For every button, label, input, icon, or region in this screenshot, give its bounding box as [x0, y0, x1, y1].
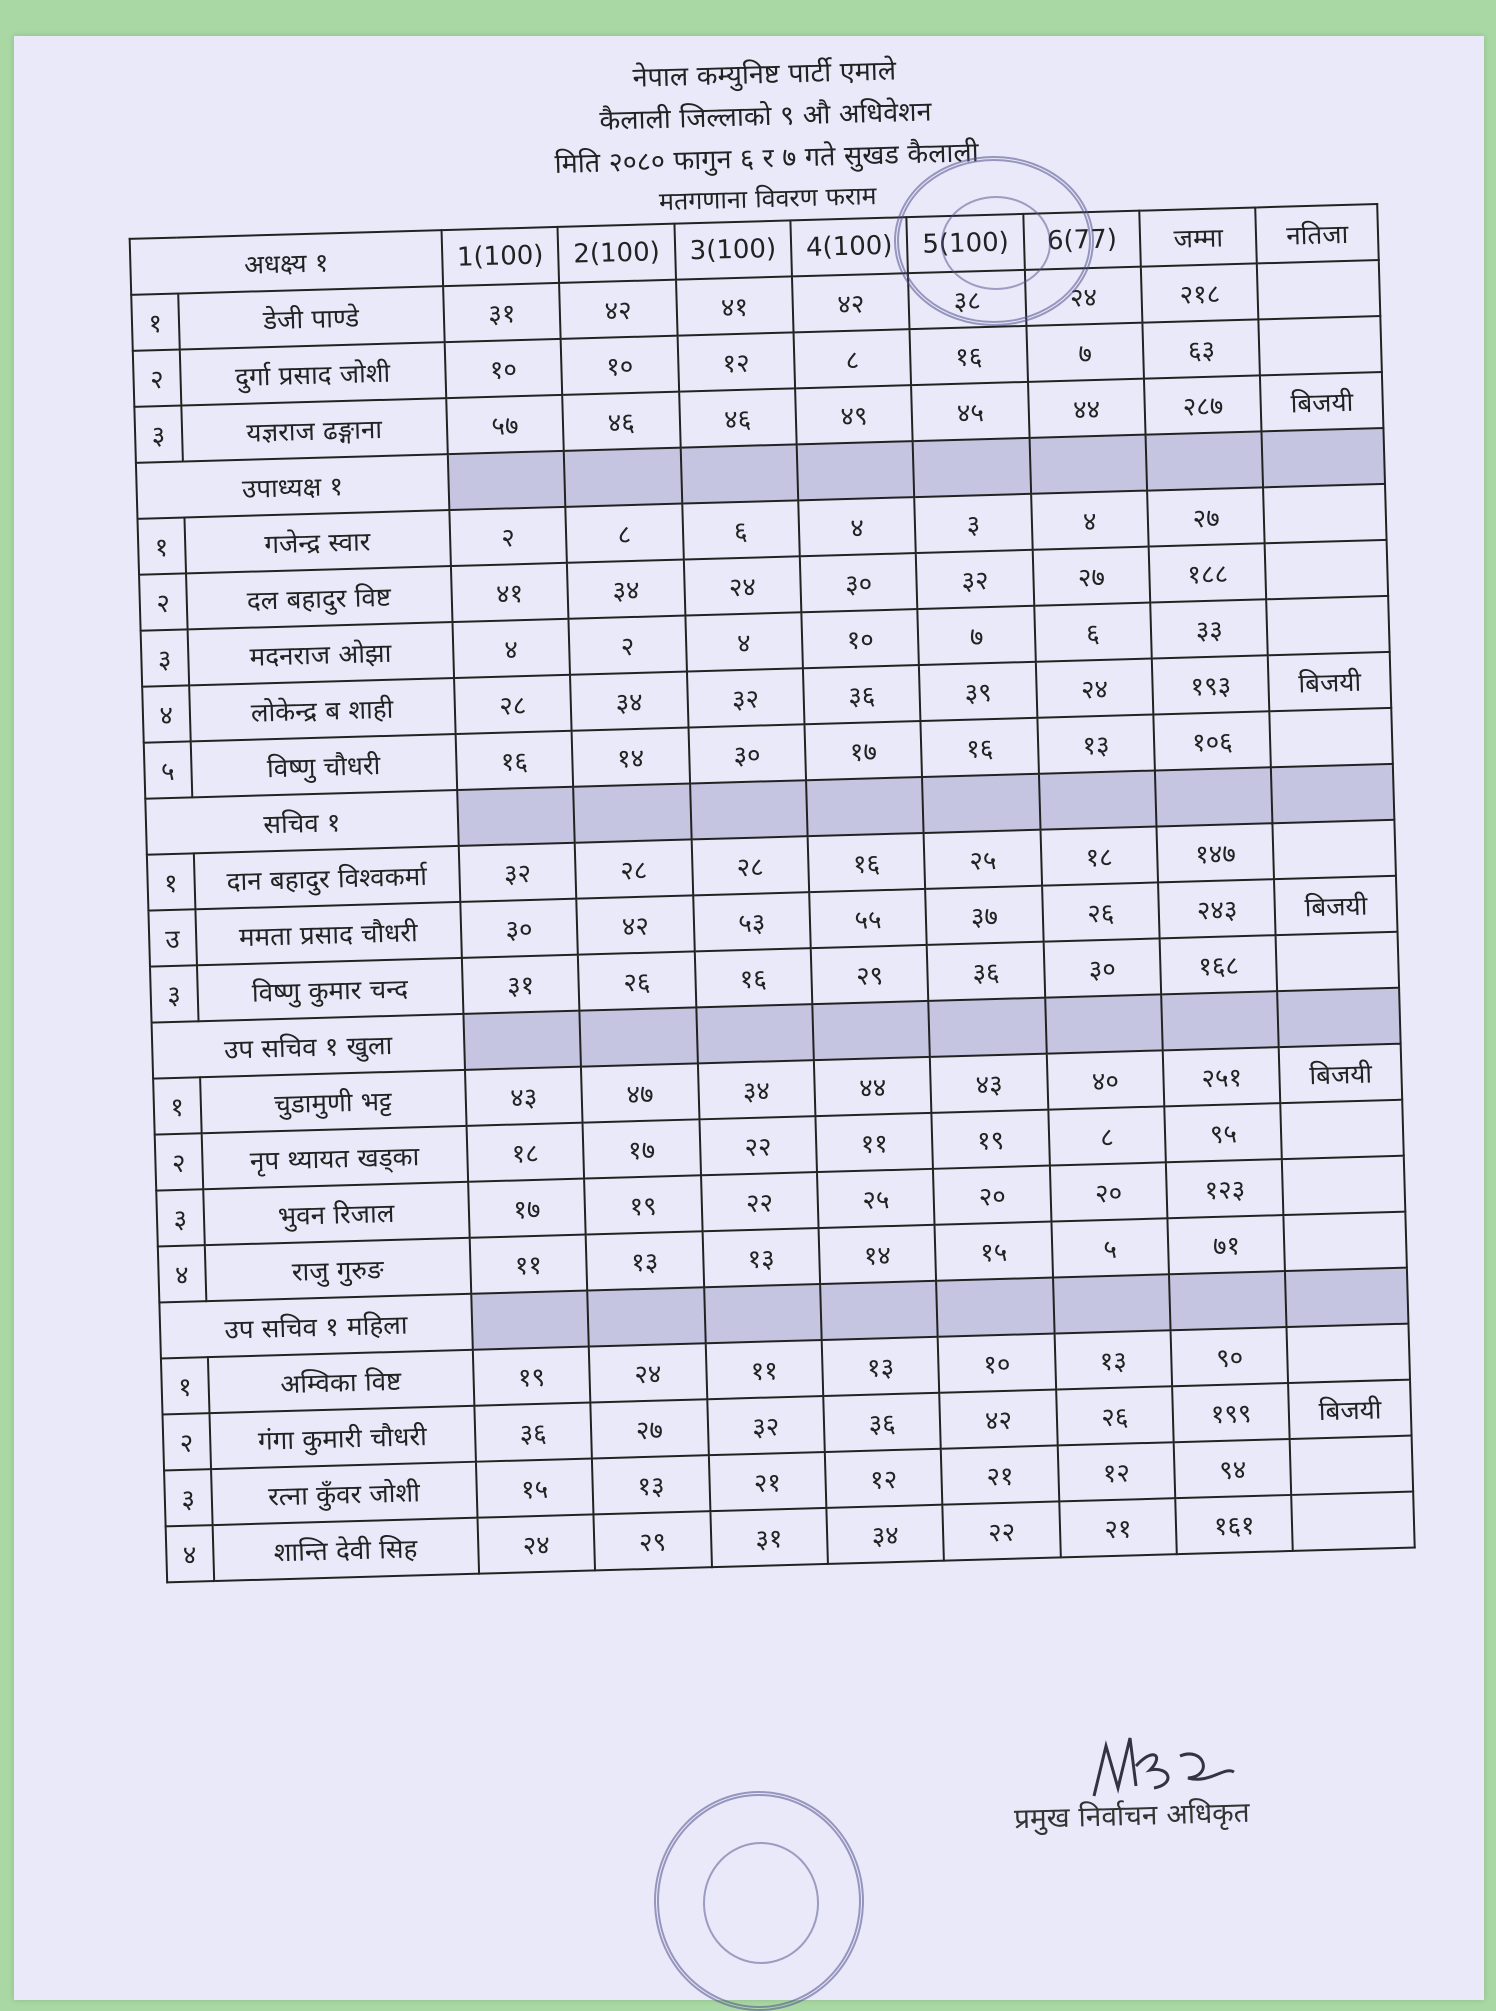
- form-heading: [84, 35, 1448, 235]
- vote-count: २८: [691, 836, 809, 895]
- candidate-name: रत्ना कुँवर जोशी: [211, 1462, 478, 1525]
- shaded-cell: [471, 1291, 589, 1350]
- candidate-name: विष्णु चौधरी: [190, 734, 457, 797]
- vote-total: ७१: [1167, 1215, 1285, 1274]
- vote-total: २५१: [1163, 1047, 1281, 1106]
- serial-number: १: [153, 1077, 201, 1134]
- vote-count: ४: [798, 497, 916, 556]
- result: [1257, 260, 1380, 319]
- shaded-cell: [1262, 428, 1385, 487]
- vote-count: ४४: [814, 1057, 932, 1116]
- vote-count: १२: [825, 1449, 943, 1508]
- vote-count: २७: [590, 1399, 708, 1458]
- vote-count: ३९: [919, 662, 1037, 721]
- vote-count: १७: [468, 1179, 586, 1238]
- vote-total: १२३: [1166, 1159, 1284, 1218]
- candidate-name: चुडामुणी भट्ट: [200, 1070, 467, 1133]
- vote-total: २८७: [1144, 375, 1262, 434]
- shaded-cell: [704, 1284, 822, 1343]
- result: [1290, 1436, 1413, 1495]
- serial-number: २: [155, 1133, 203, 1190]
- vote-count: २९: [594, 1511, 712, 1570]
- vote-count: २१: [708, 1452, 826, 1511]
- result: [1267, 596, 1390, 655]
- serial-number: १: [131, 294, 179, 351]
- shaded-cell: [820, 1281, 938, 1340]
- vote-count: १६: [808, 833, 926, 892]
- serial-number: ३: [164, 1469, 212, 1526]
- vote-count: ३४: [567, 560, 685, 619]
- vote-count: ४१: [676, 276, 794, 335]
- shaded-cell: [1053, 1274, 1171, 1333]
- vote-count: २: [569, 616, 687, 675]
- column-header: 5(100): [907, 214, 1025, 273]
- shaded-cell: [573, 783, 691, 842]
- vote-count: ७: [918, 606, 1036, 665]
- vote-count: ४३: [465, 1067, 583, 1126]
- candidate-name: ममता प्रसाद चौधरी: [195, 902, 462, 965]
- vote-count: २०: [933, 1166, 1051, 1225]
- vote-count: ११: [469, 1235, 587, 1294]
- vote-count: १५: [935, 1222, 1053, 1281]
- result: [1281, 1100, 1404, 1159]
- column-header: जम्मा: [1139, 207, 1257, 266]
- candidate-name: अम्विका विष्ट: [207, 1350, 474, 1413]
- result: [1276, 932, 1399, 991]
- vote-count: ४१: [451, 563, 569, 622]
- shaded-cell: [580, 1007, 698, 1066]
- vote-count: ३८: [908, 270, 1026, 329]
- vote-count: ३६: [927, 942, 1045, 1001]
- vote-count: २४: [683, 556, 801, 615]
- vote-total: १९३: [1152, 655, 1270, 714]
- result: बिजयी: [1260, 372, 1383, 431]
- vote-count: २६: [578, 951, 696, 1010]
- vote-count: १०: [444, 339, 562, 398]
- vote-count: ४६: [562, 392, 680, 451]
- column-header: 4(100): [790, 217, 908, 276]
- candidate-name: गंगा कुमारी चौधरी: [209, 1406, 476, 1469]
- vote-count: ८: [565, 504, 683, 563]
- vote-count: २४: [1036, 659, 1154, 718]
- section-title: अधक्ष्य १: [130, 230, 443, 295]
- vote-count: ६: [682, 500, 800, 559]
- result: [1265, 540, 1388, 599]
- vote-count: ३१: [710, 1508, 828, 1567]
- vote-count: २७: [1032, 547, 1150, 606]
- shaded-cell: [1285, 1268, 1408, 1327]
- vote-count: ४९: [795, 385, 913, 444]
- vote-count: १८: [1040, 826, 1158, 885]
- vote-count: १०: [801, 609, 919, 668]
- vote-count: ४२: [559, 280, 677, 339]
- serial-number: ४: [166, 1525, 214, 1582]
- vote-count: ४०: [1046, 1050, 1164, 1109]
- serial-number: ४: [142, 685, 190, 742]
- vote-count: ८: [793, 329, 911, 388]
- shaded-cell: [463, 1011, 581, 1070]
- candidate-name: विष्णु कुमार चन्द: [197, 958, 464, 1021]
- column-header: 6(77): [1023, 211, 1141, 270]
- vote-table: [129, 203, 1416, 1583]
- serial-number: १: [147, 853, 195, 910]
- shaded-cell: [1169, 1271, 1287, 1330]
- result: [1292, 1492, 1415, 1551]
- vote-count: १६: [694, 948, 812, 1007]
- vote-total: १४७: [1157, 823, 1275, 882]
- vote-count: ११: [815, 1113, 933, 1172]
- result: [1287, 1324, 1410, 1383]
- column-header: नतिजा: [1256, 204, 1379, 263]
- serial-number: २: [133, 350, 181, 407]
- vote-count: २१: [1059, 1498, 1177, 1557]
- vote-total: ३३: [1150, 599, 1268, 658]
- candidate-name: दल बहादुर विष्ट: [186, 566, 453, 629]
- result: [1284, 1212, 1407, 1271]
- official-seal-bottom: [654, 1791, 864, 2011]
- vote-count: २४: [589, 1343, 707, 1402]
- vote-count: २४: [1025, 267, 1143, 326]
- serial-number: ५: [144, 741, 192, 798]
- serial-number: १: [137, 517, 185, 574]
- vote-count: ३४: [826, 1505, 944, 1564]
- result: बिजयी: [1274, 876, 1397, 935]
- vote-count: १६: [910, 326, 1028, 385]
- vote-total: १९९: [1172, 1383, 1290, 1442]
- vote-total: १०६: [1153, 711, 1271, 770]
- vote-count: ३६: [803, 665, 921, 724]
- vote-count: ११: [705, 1340, 823, 1399]
- vote-count: ५५: [809, 889, 927, 948]
- official-seal-top: [894, 156, 1094, 326]
- result: [1264, 484, 1387, 543]
- vote-count: ३६: [823, 1393, 941, 1452]
- shaded-cell: [797, 441, 915, 500]
- shaded-cell: [1161, 991, 1279, 1050]
- vote-count: १०: [938, 1334, 1056, 1393]
- vote-total: १६१: [1175, 1495, 1293, 1554]
- section-title: उप सचिव १ खुला: [152, 1014, 465, 1079]
- vote-count: २६: [1056, 1386, 1174, 1445]
- shaded-cell: [936, 1278, 1054, 1337]
- section-title: उपाध्यक्ष १: [136, 454, 449, 519]
- candidate-name: भुवन रिजाल: [203, 1182, 470, 1245]
- vote-count: १३: [586, 1231, 704, 1290]
- shaded-cell: [1045, 994, 1163, 1053]
- chief-election-officer-label: प्रमुख निर्वाचन अधिकृत: [1013, 1795, 1251, 1836]
- vote-count: ४२: [576, 895, 694, 954]
- vote-count: १३: [702, 1228, 820, 1287]
- serial-number: ४: [158, 1245, 206, 1302]
- serial-number: २: [139, 573, 187, 630]
- vote-count: २६: [1042, 882, 1160, 941]
- vote-count: १०: [561, 336, 679, 395]
- vote-count: १४: [572, 728, 690, 787]
- shaded-cell: [929, 998, 1047, 1057]
- vote-count: १४: [818, 1225, 936, 1284]
- shaded-cell: [806, 777, 924, 836]
- serial-number: उ: [148, 909, 196, 966]
- result: बिजयी: [1268, 652, 1391, 711]
- vote-count: ३: [914, 494, 1032, 553]
- shaded-cell: [457, 787, 575, 846]
- section-title: उप सचिव १ महिला: [159, 1294, 472, 1359]
- vote-count: २९: [811, 945, 929, 1004]
- shaded-cell: [1271, 764, 1394, 823]
- shaded-cell: [690, 780, 808, 839]
- shaded-cell: [587, 1287, 705, 1346]
- result: [1270, 708, 1393, 767]
- vote-count: ३१: [443, 283, 561, 342]
- vote-total: १६८: [1160, 935, 1278, 994]
- shaded-cell: [922, 774, 1040, 833]
- vote-total: ९४: [1174, 1439, 1292, 1498]
- vote-count: ६: [1034, 603, 1152, 662]
- vote-count: ५७: [446, 395, 564, 454]
- vote-count-form: [124, 35, 1486, 1583]
- shaded-cell: [448, 451, 566, 510]
- result: [1273, 820, 1396, 879]
- shaded-cell: [812, 1001, 930, 1060]
- vote-count: १३: [592, 1455, 710, 1514]
- party-name: नेपाल कम्युनिष्ट पार्टी एमाले: [632, 55, 897, 94]
- vote-total: २४३: [1158, 879, 1276, 938]
- vote-count: ४: [1031, 491, 1149, 550]
- vote-count: ४७: [581, 1063, 699, 1122]
- vote-count: १६: [455, 731, 573, 790]
- serial-number: ३: [156, 1189, 204, 1246]
- shaded-cell: [1029, 435, 1147, 494]
- candidate-name: शान्ति देवी सिह: [212, 1518, 479, 1581]
- vote-count: ३४: [697, 1060, 815, 1119]
- vote-count: ३०: [460, 899, 578, 958]
- convention-title: कैलाली जिल्लाको ९ औ अधिवेशन: [599, 96, 932, 137]
- column-header: 2(100): [558, 224, 676, 283]
- candidate-name: गजेन्द्र स्वार: [184, 510, 451, 573]
- vote-count: १७: [583, 1119, 701, 1178]
- vote-count: ४: [452, 619, 570, 678]
- vote-total: ६३: [1142, 319, 1260, 378]
- serial-number: ३: [141, 629, 189, 686]
- candidate-name: नृप थ्यायत खड्का: [201, 1126, 468, 1189]
- vote-count: १५: [476, 1458, 594, 1517]
- vote-count: ४४: [1028, 379, 1146, 438]
- vote-count: १९: [584, 1175, 702, 1234]
- result: बिजयी: [1279, 1044, 1402, 1103]
- vote-count: २८: [454, 675, 572, 734]
- vote-count: २२: [701, 1172, 819, 1231]
- form-title: मतगणाना विवरण फराम: [658, 181, 877, 217]
- vote-count: ४२: [792, 273, 910, 332]
- vote-count: १८: [466, 1123, 584, 1182]
- shaded-cell: [564, 448, 682, 507]
- vote-count: २: [449, 507, 567, 566]
- vote-count: ८: [1048, 1106, 1166, 1165]
- vote-total: २७: [1147, 487, 1265, 546]
- candidate-name: राजु गुरुङ: [204, 1238, 471, 1301]
- candidate-name: मदनराज ओझा: [187, 622, 454, 685]
- vote-count: ४२: [939, 1389, 1057, 1448]
- shaded-cell: [1146, 431, 1264, 490]
- shaded-cell: [913, 438, 1031, 497]
- candidate-name: डेजी पाण्डे: [178, 286, 445, 349]
- shaded-cell: [696, 1004, 814, 1063]
- result: बिजयी: [1289, 1380, 1412, 1439]
- vote-count: १२: [1057, 1442, 1175, 1501]
- result: [1259, 316, 1382, 375]
- candidate-name: यज्ञराज ढङ्गाना: [181, 398, 448, 461]
- column-header: 1(100): [441, 227, 559, 286]
- vote-count: १९: [932, 1110, 1050, 1169]
- shaded-cell: [1155, 767, 1273, 826]
- vote-total: ९०: [1171, 1327, 1289, 1386]
- vote-count: ३१: [462, 955, 580, 1014]
- vote-count: १३: [1037, 715, 1155, 774]
- vote-table-body: [130, 204, 1415, 1582]
- shaded-cell: [680, 444, 798, 503]
- vote-count: ४३: [930, 1054, 1048, 1113]
- candidate-name: दान बहादुर विश्वकर्मा: [193, 846, 460, 909]
- vote-count: २८: [575, 839, 693, 898]
- vote-count: १९: [473, 1347, 591, 1406]
- vote-count: २१: [941, 1445, 1059, 1504]
- candidate-name: दुर्गा प्रसाद जोशी: [179, 342, 446, 405]
- candidate-name: लोकेन्द्र ब शाही: [189, 678, 456, 741]
- vote-count: ४६: [679, 388, 797, 447]
- column-header: 3(100): [674, 220, 792, 279]
- vote-count: ३०: [800, 553, 918, 612]
- serial-number: ३: [150, 965, 198, 1022]
- vote-total: २१८: [1141, 263, 1259, 322]
- paper-sheet: [14, 36, 1484, 2000]
- vote-count: ३२: [916, 550, 1034, 609]
- vote-total: १८८: [1149, 543, 1267, 602]
- serial-number: २: [162, 1413, 210, 1470]
- vote-count: १३: [822, 1337, 940, 1396]
- vote-count: १७: [804, 721, 922, 780]
- shaded-cell: [1278, 988, 1401, 1047]
- vote-count: २०: [1050, 1162, 1168, 1221]
- vote-count: ५: [1051, 1218, 1169, 1277]
- vote-count: ३२: [686, 668, 804, 727]
- vote-count: ३७: [925, 886, 1043, 945]
- vote-count: ३२: [458, 843, 576, 902]
- vote-count: २५: [817, 1169, 935, 1228]
- section-title: सचिव १: [145, 790, 458, 855]
- vote-count: ४: [685, 612, 803, 671]
- result: [1282, 1156, 1405, 1215]
- vote-count: ७: [1026, 323, 1144, 382]
- vote-count: १३: [1054, 1330, 1172, 1389]
- vote-total: ९५: [1164, 1103, 1282, 1162]
- vote-count: २५: [924, 830, 1042, 889]
- date-location: मिति २०८० फागुन ६ र ७ गते सुखड कैलाली: [554, 137, 980, 181]
- vote-count: २२: [699, 1116, 817, 1175]
- vote-count: ३४: [570, 672, 688, 731]
- vote-count: ३०: [688, 724, 806, 783]
- vote-count: १२: [677, 332, 795, 391]
- vote-count: ३०: [1043, 938, 1161, 997]
- shaded-cell: [1039, 770, 1157, 829]
- vote-count: २२: [943, 1501, 1061, 1560]
- vote-count: २४: [477, 1514, 595, 1573]
- serial-number: १: [161, 1357, 209, 1414]
- serial-number: ३: [134, 406, 182, 463]
- vote-count: ३२: [707, 1396, 825, 1455]
- vote-count: ३६: [474, 1402, 592, 1461]
- vote-count: १६: [921, 718, 1039, 777]
- vote-count: ५३: [693, 892, 811, 951]
- vote-count: ४५: [911, 382, 1029, 441]
